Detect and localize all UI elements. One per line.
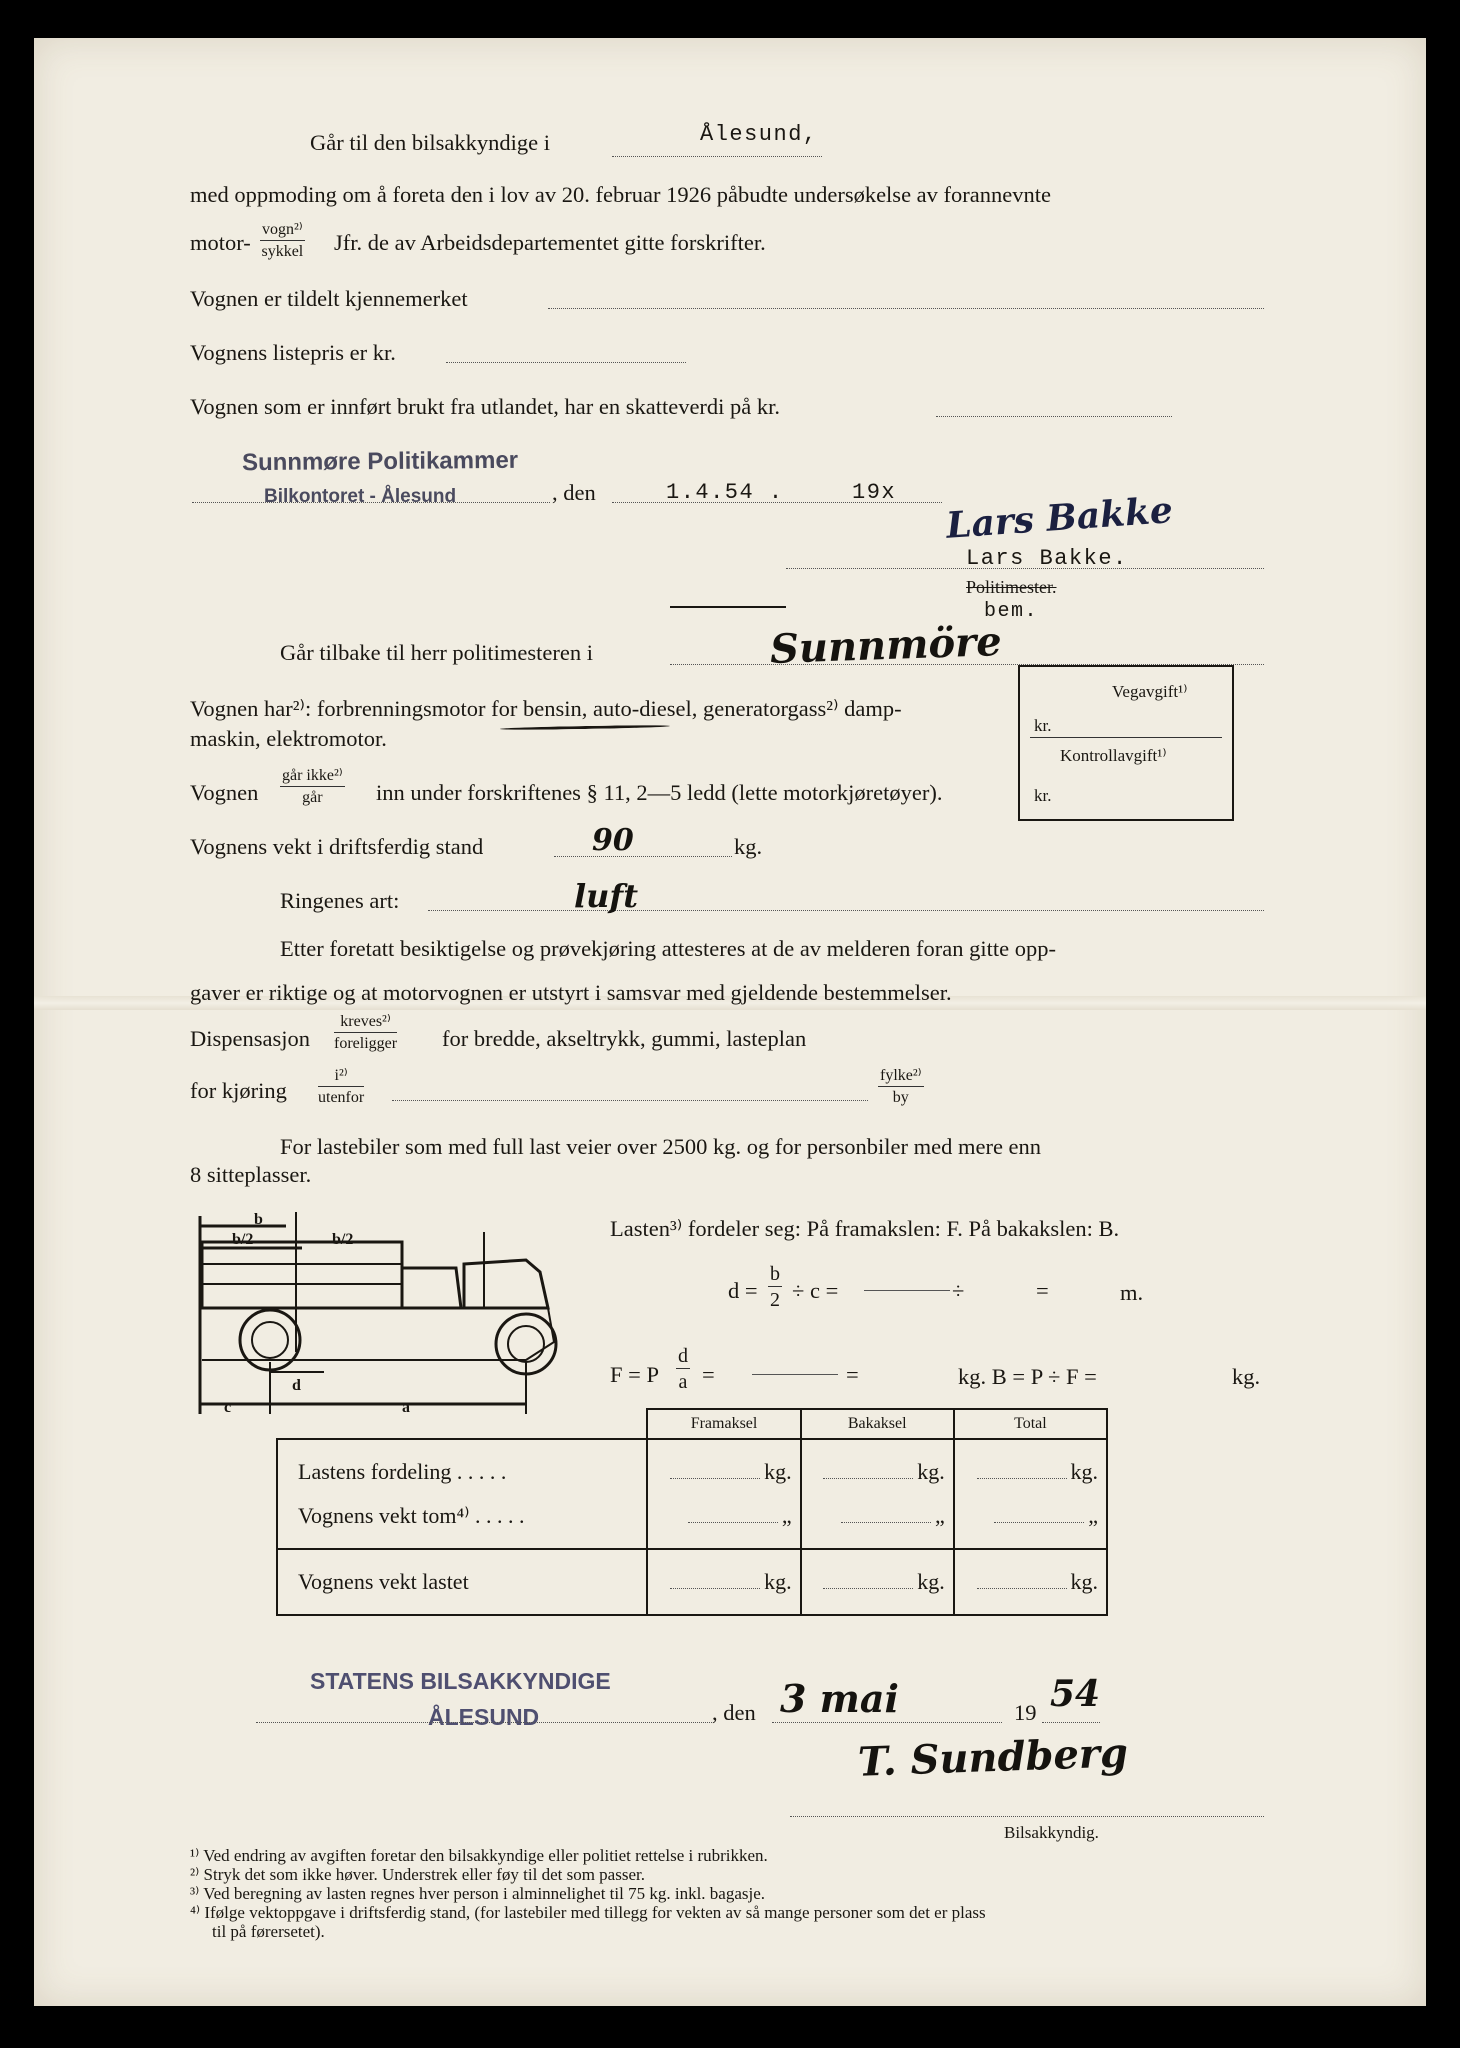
f-formula-fraction bbox=[676, 1346, 690, 1392]
diagram-label-b: b bbox=[254, 1212, 263, 1228]
falls-fraction bbox=[280, 768, 345, 806]
county-fraction bbox=[878, 1068, 924, 1106]
rear-loaded-unit: kg. bbox=[917, 1569, 945, 1594]
falls-prefix: Vognen bbox=[190, 780, 259, 805]
returns-label: Går tilbake til herr politimesteren i bbox=[280, 640, 594, 665]
motor-suffix: Jfr. de av Arbeidsdepartementet gitte forskrifter. bbox=[334, 230, 766, 255]
footnote-1: ¹⁾ Ved endring av avgiften foretar den bilsakkyndige eller politiet rettelse i rubrikken. bbox=[190, 1846, 768, 1865]
registration-label: Vognen er tildelt kjennemerket bbox=[190, 286, 468, 311]
row-label-load: Lastens fordeling . . . . . bbox=[298, 1459, 507, 1484]
d-frac-top: b bbox=[770, 1263, 780, 1285]
weight-line bbox=[554, 856, 732, 857]
f-frac-bottom: a bbox=[678, 1371, 688, 1393]
total-empty-unit: „ bbox=[1088, 1503, 1098, 1528]
front-load-field[interactable] bbox=[670, 1478, 760, 1479]
inspector-office-line bbox=[256, 1722, 712, 1723]
f-formula-unit: kg. B = P ÷ F = bbox=[958, 1364, 1097, 1389]
front-empty-unit: „ bbox=[781, 1503, 792, 1528]
table-header-rear: Bakaksel bbox=[801, 1409, 954, 1439]
year-prefix-2: 19 bbox=[1014, 1700, 1037, 1725]
diagram-label-b2-right: b/2 bbox=[332, 1231, 354, 1248]
inspector-signature: T. Sundberg bbox=[857, 1729, 1129, 1786]
weight-value: 90 bbox=[592, 823, 634, 858]
year-value-2: 54 bbox=[1050, 1673, 1101, 1715]
table-header-total: Total bbox=[954, 1409, 1107, 1439]
table-cell-front bbox=[647, 1439, 800, 1549]
date-label-2: , den bbox=[712, 1700, 756, 1725]
truck-cargo-bed bbox=[202, 1242, 402, 1308]
row-label-loaded: Vognens vekt lastet bbox=[277, 1549, 647, 1615]
rear-empty-field[interactable] bbox=[841, 1522, 931, 1523]
driving-frac-top: i²⁾ bbox=[318, 1068, 364, 1087]
date-line-2 bbox=[772, 1722, 1002, 1723]
diagram-label-a: a bbox=[402, 1399, 410, 1416]
police-stamp-line1: Sunnmøre Politikammer bbox=[241, 446, 519, 477]
motor-frac-bottom: sykkel bbox=[261, 243, 304, 260]
load-distribution-table bbox=[276, 1408, 1108, 1616]
d-formula-eq: = bbox=[1036, 1278, 1049, 1303]
road-fee-label: Vegavgift¹⁾ bbox=[1112, 682, 1188, 701]
dispensation-suffix: for bredde, akseltrykk, gummi, lasteplan bbox=[442, 1026, 807, 1051]
footnote-2: ²⁾ Stryk det som ikke høver. Understrek eller føy til det som passer. bbox=[190, 1865, 645, 1884]
control-fee-kr: kr. bbox=[1034, 786, 1052, 805]
truck-line2: 8 sitteplasser. bbox=[190, 1162, 312, 1187]
signer-typed: Lars Bakke. bbox=[966, 546, 1128, 571]
county-frac-bottom: by bbox=[892, 1089, 909, 1106]
driving-line bbox=[392, 1100, 868, 1101]
rear-load-field[interactable] bbox=[823, 1478, 913, 1479]
weight-unit: kg. bbox=[734, 834, 763, 859]
request-line: med oppmoding om å foreta den i lov av 20. februar 1926 påbudte undersøkelse av forannevnte bbox=[190, 182, 1051, 207]
fee-box bbox=[1018, 665, 1234, 821]
rear-empty-unit: „ bbox=[935, 1503, 945, 1528]
rear-load-unit: kg. bbox=[917, 1459, 945, 1484]
police-office-line bbox=[192, 502, 550, 503]
d-formula-fraction bbox=[768, 1264, 782, 1310]
table-row-labels bbox=[277, 1439, 647, 1549]
taxvalue-label: Vognen som er innført brukt fra utlandet, har en skatteverdi på kr. bbox=[190, 394, 781, 419]
f-formula-eq2: = bbox=[846, 1362, 859, 1387]
dispensation-fraction bbox=[334, 1014, 397, 1052]
goes-to-value: Ålesund, bbox=[700, 122, 818, 147]
section-divider bbox=[670, 606, 786, 608]
rings-line bbox=[428, 910, 1264, 911]
listprice-label: Vognens listepris er kr. bbox=[190, 340, 396, 365]
f-formula-eq1: = bbox=[702, 1362, 715, 1387]
d-formula-mid: ÷ c = bbox=[792, 1278, 839, 1303]
rings-label: Ringenes art: bbox=[280, 888, 400, 913]
total-loaded-unit: kg. bbox=[1070, 1569, 1098, 1594]
f-formula-prefix: F = P bbox=[610, 1362, 659, 1387]
truck-line1: For lastebiler som med full last veier over 2500 kg. og for personbiler med mere enn bbox=[280, 1134, 1042, 1159]
year-value-1: 19x bbox=[852, 480, 897, 505]
falls-suffix: inn under forskriftenes § 11, 2—5 ledd (lette motorkjøretøyer). bbox=[376, 780, 943, 805]
footnote-3: ³⁾ Ved beregning av lasten regnes hver person i alminnelighet til 75 kg. inkl. bagasje. bbox=[190, 1884, 766, 1903]
weight-label: Vognens vekt i driftsferdig stand bbox=[190, 834, 484, 859]
attest-line1: Etter foretatt besiktigelse og prøvekjøring attesteres at de av melderen foran gitte opp- bbox=[280, 936, 1056, 961]
attest-line2: gaver er riktige og at motorvognen er utstyrt i samsvar med gjeldende bestemmelser. bbox=[190, 980, 952, 1005]
front-empty-field[interactable] bbox=[688, 1522, 778, 1523]
motor-frac-top: vogn²⁾ bbox=[260, 222, 305, 241]
inspector-title: Bilsakkyndig. bbox=[1004, 1823, 1099, 1842]
table-header-front: Framaksel bbox=[647, 1409, 800, 1439]
signer-note: bem. bbox=[984, 600, 1039, 623]
signature-line-2 bbox=[790, 1816, 1264, 1817]
taxvalue-line bbox=[936, 416, 1172, 417]
d-frac-bottom: 2 bbox=[770, 1289, 780, 1311]
front-load-unit: kg. bbox=[764, 1459, 792, 1484]
returns-value: Sunnmöre bbox=[769, 617, 1003, 674]
front-loaded-unit: kg. bbox=[764, 1569, 792, 1594]
row-label-empty: Vognens vekt tom⁴⁾ . . . . . bbox=[298, 1503, 525, 1528]
motor-fraction bbox=[260, 222, 305, 260]
police-signature: Lars Bakke bbox=[944, 489, 1175, 547]
truck-cab bbox=[402, 1268, 461, 1308]
falls-frac-bottom: går bbox=[302, 789, 323, 806]
dispensation-label: Dispensasjon bbox=[190, 1026, 310, 1051]
fee-box-divider bbox=[1030, 737, 1222, 738]
disp-frac-bottom: foreligger bbox=[334, 1035, 398, 1052]
goes-to-label: Går til den bilsakkyndige i bbox=[310, 130, 550, 155]
total-loaded-field[interactable] bbox=[977, 1588, 1067, 1589]
signer-title: Politimester. bbox=[966, 577, 1057, 597]
road-fee-kr: kr. bbox=[1034, 716, 1052, 735]
control-fee-label: Kontrollavgift¹⁾ bbox=[1060, 746, 1167, 765]
footnotes bbox=[190, 1846, 986, 1941]
diagram-label-b2-left: b/2 bbox=[232, 1231, 254, 1248]
falls-frac-top: går ikke²⁾ bbox=[280, 768, 345, 787]
driving-frac-bottom: utenfor bbox=[318, 1089, 365, 1106]
inspector-stamp-line2: ÅLESUND bbox=[428, 1704, 540, 1730]
year-line-2 bbox=[1042, 1722, 1100, 1723]
load-distribution-line: Lasten³⁾ fordeler seg: På framakslen: F. På bakakslen: B. bbox=[610, 1216, 1120, 1241]
disp-frac-top: kreves²⁾ bbox=[334, 1014, 397, 1033]
date-label-1: , den bbox=[552, 480, 596, 505]
d-formula-prefix: d = bbox=[728, 1278, 758, 1303]
total-load-field[interactable] bbox=[977, 1478, 1067, 1479]
f-frac-top: d bbox=[678, 1345, 688, 1367]
d-formula-div: ÷ bbox=[952, 1278, 965, 1303]
truck-hood bbox=[464, 1260, 548, 1308]
rings-value: luft bbox=[574, 877, 638, 915]
front-loaded-field[interactable] bbox=[670, 1588, 760, 1589]
driving-fraction bbox=[318, 1068, 364, 1106]
rear-loaded-field[interactable] bbox=[823, 1588, 913, 1589]
table-cell-rear bbox=[801, 1439, 954, 1549]
total-load-unit: kg. bbox=[1070, 1459, 1098, 1484]
goes-to-line bbox=[612, 156, 822, 157]
footnote-4-cont: til på førersetet). bbox=[212, 1922, 325, 1941]
county-frac-top: fylke²⁾ bbox=[878, 1068, 924, 1087]
engine-line1: Vognen har²⁾: forbrenningsmotor for bensin, auto-diesel, generatorgass²⁾ damp- bbox=[190, 696, 902, 721]
footnote-4: ⁴⁾ Ifølge vektoppgave i driftsferdig stand, (for lastebiler med tillegg for vekten av så mange personer som det er plass bbox=[190, 1903, 986, 1922]
registration-line bbox=[548, 308, 1264, 309]
inspector-stamp-line1: STATENS BILSAKKYNDIGE bbox=[310, 1668, 611, 1694]
police-stamp-line2: Bilkontoret - Ålesund bbox=[264, 486, 457, 507]
listprice-line bbox=[446, 362, 686, 363]
truck-diagram bbox=[196, 1212, 568, 1424]
driving-label: for kjøring bbox=[190, 1078, 287, 1103]
engine-line2: maskin, elektromotor. bbox=[190, 726, 387, 751]
b-formula-unit: kg. bbox=[1232, 1364, 1261, 1389]
motor-prefix: motor- bbox=[190, 230, 251, 255]
table-cell-total bbox=[954, 1439, 1107, 1549]
date-value-1: 1.4.54 . bbox=[666, 480, 784, 505]
date-value-2: 3 mai bbox=[780, 1676, 899, 1721]
diagram-label-d: d bbox=[292, 1377, 301, 1394]
d-formula-unit: m. bbox=[1120, 1280, 1144, 1305]
diagram-label-c: c bbox=[224, 1399, 232, 1416]
total-empty-field[interactable] bbox=[994, 1522, 1084, 1523]
